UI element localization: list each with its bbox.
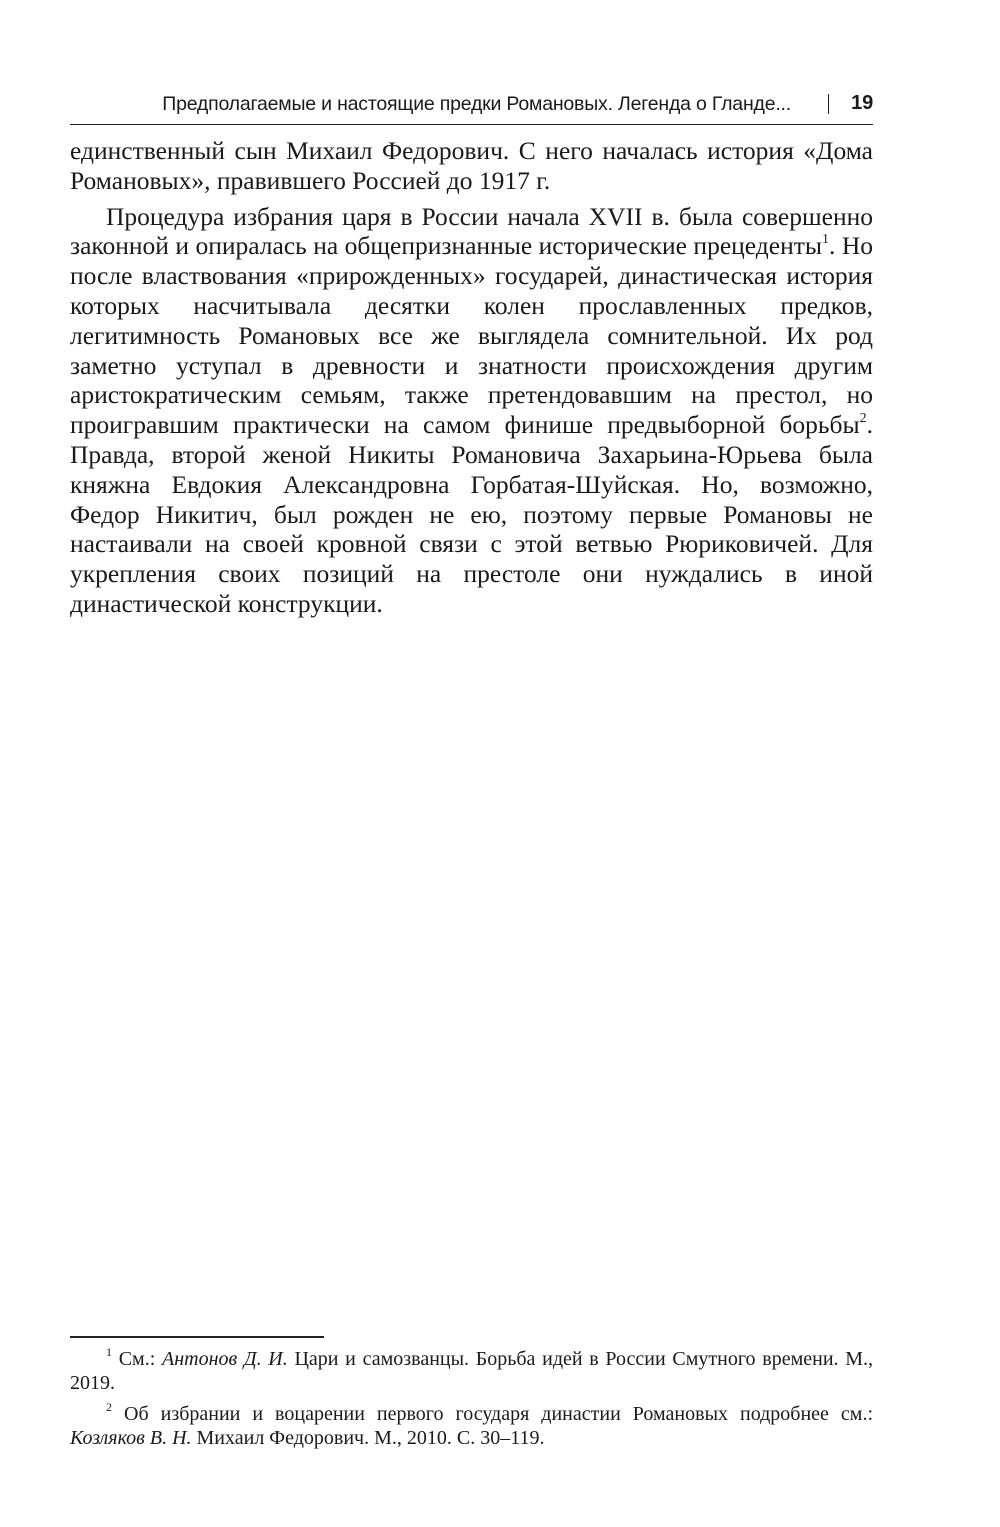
running-title: Предполагаемые и настоящие предки Романовых. Легенда о Гланде...	[162, 93, 791, 115]
footnote-divider	[70, 1336, 324, 1338]
footnote-lead: См.:	[118, 1348, 162, 1370]
paragraph-text: . Но после властвования «прирожденных» государей, династическая история которых насчитывала десятки колен прославленных предков, легитимность Романовых все же выглядела сомнительной. Их род заметно уступал в древности и знатности происхождения другим аристократическим семьям, также претендовавшим на престол, но проигравшим практически на самом финише предвыборной борьбы	[70, 231, 873, 440]
header-separator	[828, 94, 830, 114]
page-number: 19	[851, 92, 873, 114]
footnote-ref[interactable]: 2	[859, 410, 867, 426]
paragraph	[70, 202, 873, 619]
footnote	[70, 1400, 874, 1450]
footnote	[70, 1345, 874, 1395]
footnote-citation: Михаил Федорович. М., 2010. С. 30–119.	[191, 1426, 545, 1449]
paragraph-continued: единственный сын Михаил Федорович. С него началась история «Дома Романовых», правившего Россией до 1917 г.	[70, 136, 873, 195]
paragraph-text: . Правда, второй женой Никиты Романовича Захарьина-Юрьева была княжна Евдокия Александровна Горбатая-Шуйская. Но, возможно, Федор Никитич, был рожден не ею, поэтому первые Романовы не настаивали на своей кровной связи с этой ветвью Рюриковичей. Для укрепления своих позиций на престоле они нуждались в иной династической конструкции.	[70, 410, 873, 618]
footnote-author: Козляков В. Н.	[70, 1426, 192, 1449]
footnote-ref[interactable]: 1	[822, 231, 829, 247]
footnote-number: 2	[106, 1400, 112, 1415]
footnote-lead: Об избрании и воцарении первого государя династии Романовых подробнее см.:	[124, 1403, 874, 1425]
paragraph-text: Процедура избрания царя в России начала XVII в. была совершенно законной и опиралась на общепризнанные исторические прецеденты	[70, 201, 873, 261]
running-header	[70, 88, 873, 125]
footnote-number: 1	[106, 1345, 112, 1360]
footnote-author: Антонов Д. И.	[161, 1348, 288, 1370]
main-text	[70, 136, 873, 619]
footnote-citation: Цари и самозванцы. Борьба идей в России Смутного времени. М., 2019.	[70, 1348, 874, 1394]
footnotes	[70, 1345, 874, 1450]
